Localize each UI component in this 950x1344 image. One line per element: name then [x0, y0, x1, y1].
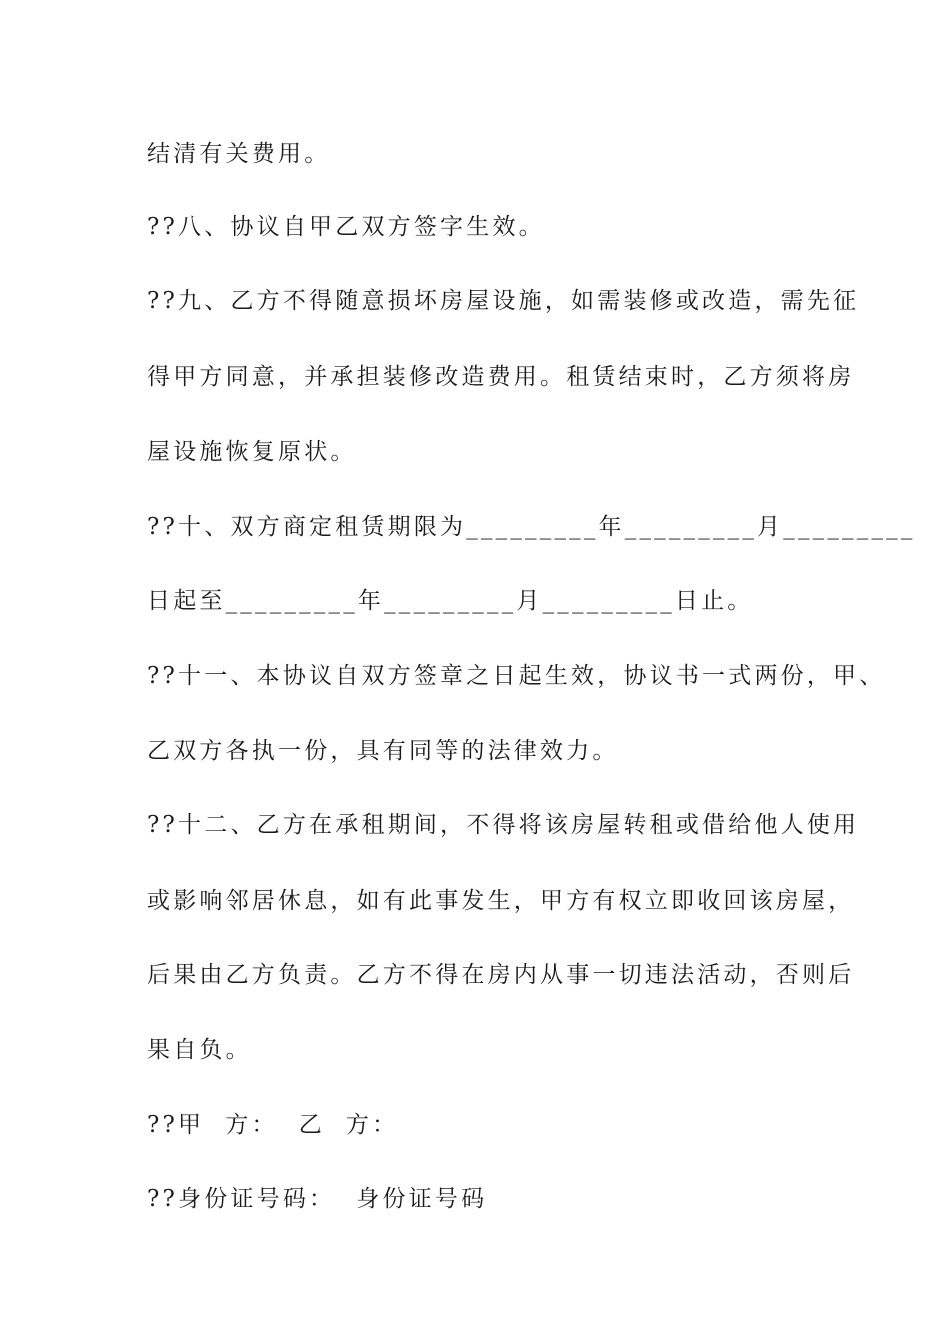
clause-11: ??十一、本协议自双方签章之日起生效，协议书一式两份，甲、 [147, 663, 886, 689]
text-line: 得甲方同意，并承担装修改造费用。租赁结束时，乙方须将房 [147, 364, 855, 390]
clause-8: ??八、协议自甲乙双方签字生效。 [147, 214, 545, 240]
id-number-line: ??身份证号码： 身份证号码 [147, 1186, 488, 1212]
clause-10: ??十、双方商定租赁期限为_________年_________月_________ [147, 514, 916, 540]
text-line: 日起至_________年_________月_________日止。 [147, 588, 754, 614]
party-signature-line: ??甲 方： 乙 方： [147, 1112, 399, 1138]
text-line: 或影响邻居休息，如有此事发生，甲方有权立即收回该房屋， [147, 888, 855, 914]
text-line: 屋设施恢复原状。 [147, 439, 357, 465]
text-line: 后果由乙方负责。乙方不得在房内从事一切违法活动，否则后 [147, 962, 855, 988]
clause-9: ??九、乙方不得随意损坏房屋设施，如需装修或改造，需先征 [147, 288, 860, 314]
clause-12: ??十二、乙方在承租期间，不得将该房屋转租或借给他人使用 [147, 812, 860, 838]
text-line: 乙双方各执一份，具有同等的法律效力。 [147, 738, 619, 764]
text-line: 果自负。 [147, 1037, 252, 1063]
text-line: 结清有关费用。 [147, 141, 331, 167]
